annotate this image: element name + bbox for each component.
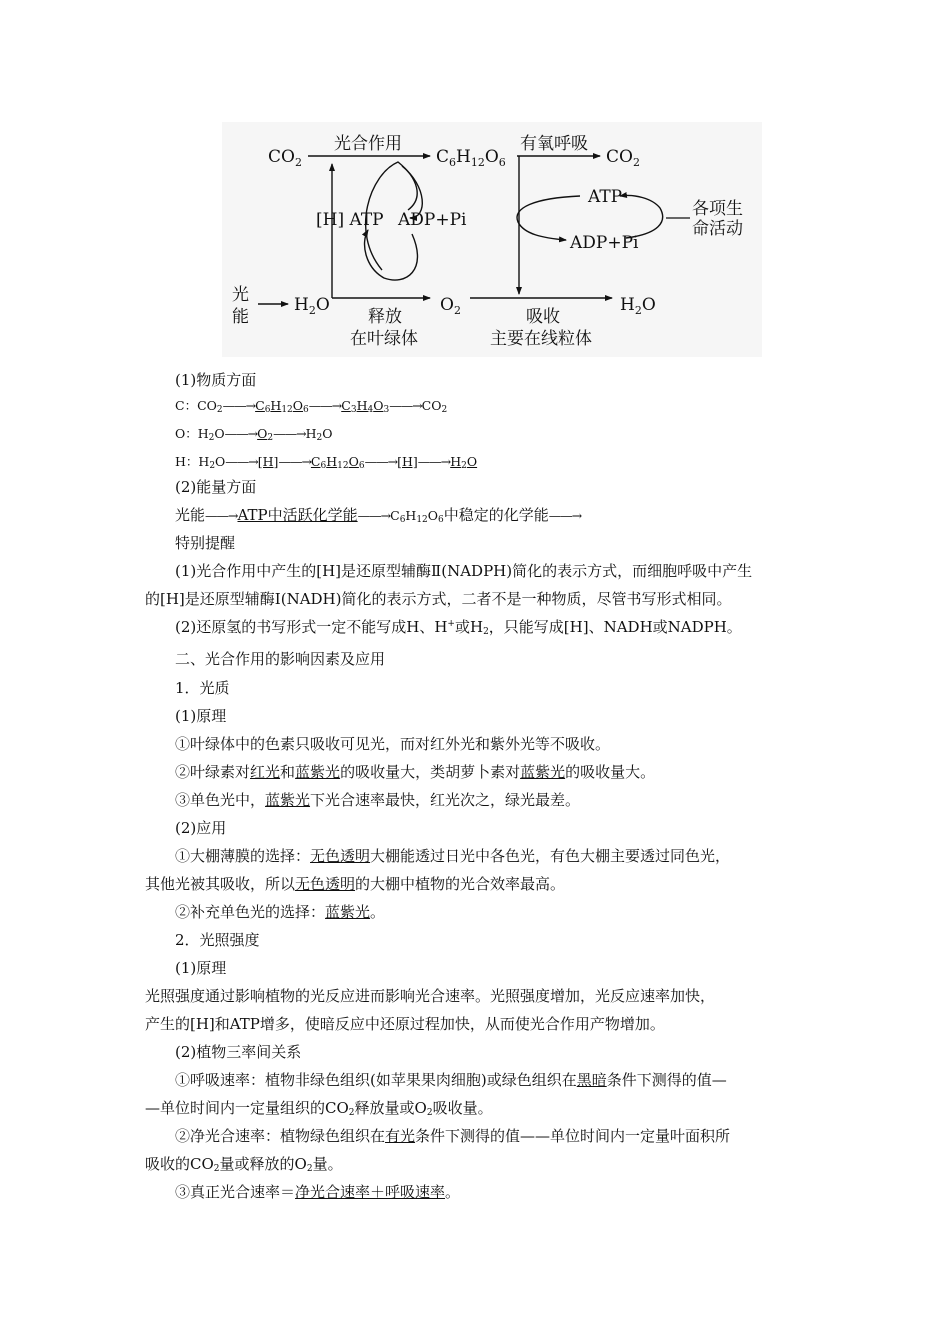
- principle-heading-2: (1)原理: [175, 959, 227, 977]
- light-intensity-principle-line-1: 光照强度通过影响植物的光反应进而影响光合速率。光照强度增加，光反应速率加快，: [145, 987, 716, 1005]
- label-in-mitochondria: 主要在线粒体: [490, 329, 592, 349]
- principle-1-item-3: ③单色光中，蓝紫光下光合速率最快，红光次之，绿光最差。: [175, 791, 581, 809]
- principle-heading-1: (1)原理: [175, 707, 227, 725]
- application-item-2: ②补充单色光的选择：蓝紫光。: [175, 903, 386, 921]
- hydrogen-pathway: H：$H_2O——\to[H]——\to C_6H_{12}O_6——\to[H]——\to H_2O$: [175, 454, 478, 471]
- reminder-2: (2)还原氢的书写形式一定不能写成H、H+或$H_2$，只能写成[H]、NADH或NADPH。: [175, 618, 742, 637]
- label-light-1: 光: [232, 285, 249, 305]
- reminder-1-line-2: 的[H]是还原型辅酶Ⅰ(NADH)简化的表示方式，二者不是一种物质，尽管书写形式相同。: [145, 590, 732, 608]
- photosynthesis-respiration-diagram: [222, 122, 762, 357]
- respiration-rate-line-2: —单位时间内一定量组织的$CO_2$释放量或$O_2$吸收量。: [145, 1099, 493, 1118]
- atp-cycle-right-arc: [620, 196, 663, 239]
- application-item-1-line-1: ①大棚薄膜的选择：无色透明大棚能透过日光中各色光，有色大棚主要透过同色光，: [175, 847, 731, 865]
- true-photosynthesis-rate: ③真正光合速率＝净光合速率＋呼吸速率。: [175, 1183, 461, 1201]
- application-item-1-line-2: 其他光被其吸收，所以无色透明的大棚中植物的光合效率最高。: [145, 875, 566, 893]
- label-h-atp: [H] ATP: [316, 210, 384, 230]
- label-adp-pi-right: ADP+Pi: [570, 233, 639, 253]
- section-material: (1)物质方面: [175, 371, 257, 389]
- label-atp-right: ATP: [588, 187, 623, 207]
- label-o2: $O_2$: [440, 295, 461, 317]
- label-h2o-right: $H_2O$: [620, 295, 656, 317]
- label-release: 释放: [368, 307, 402, 327]
- label-co2-right: $CO_2$: [606, 147, 640, 169]
- label-co2-left: $CO_2$: [268, 147, 302, 169]
- label-life-activity-2: 命活动: [692, 219, 743, 239]
- energy-pathway: 光能——→ATP中活跃化学能$——\to C_6H_{12}O_6$中稳定的化学能——→: [175, 506, 582, 525]
- three-rates-heading: (2)植物三率间关系: [175, 1043, 302, 1061]
- label-adp-pi-left: ADP+Pi: [398, 210, 467, 230]
- label-life-activity-1: 各项生: [692, 199, 743, 219]
- light-quality-heading: 1．光质: [175, 679, 230, 697]
- label-absorb: 吸收: [526, 307, 560, 327]
- net-photosynthesis-line-1: ②净光合速率：植物绿色组织在有光条件下测得的值——单位时间内一定量叶面积所: [175, 1127, 731, 1145]
- label-aerobic-respiration: 有氧呼吸: [520, 134, 588, 154]
- light-intensity-heading: 2．光照强度: [175, 931, 260, 949]
- label-in-chloroplast: 在叶绿体: [350, 329, 418, 349]
- label-h2o-left: $H_2O$: [294, 295, 330, 317]
- diagram-svg: [222, 122, 762, 357]
- principle-1-item-1: ①叶绿体中的色素只吸收可见光，而对红外光和紫外光等不吸收。: [175, 735, 611, 753]
- label-photosynthesis: 光合作用: [334, 134, 402, 154]
- carbon-pathway: C：$CO_2——\to C_6H_{12}O_6——\to C_3H_4O_3——\to CO_2$: [175, 398, 448, 415]
- label-light-2: 能: [232, 307, 249, 327]
- reminder-1-line-1: (1)光合作用中产生的[H]是还原型辅酶Ⅱ(NADPH)简化的表示方式，而细胞呼吸中产生: [175, 562, 753, 580]
- section-two-heading: 二、光合作用的影响因素及应用: [175, 650, 386, 668]
- principle-1-item-2: ②叶绿素对红光和蓝紫光的吸收量大，类胡萝卜素对蓝紫光的吸收量大。: [175, 763, 656, 781]
- respiration-rate-line-1: ①呼吸速率：植物非绿色组织(如苹果果肉细胞)或绿色组织在黑暗条件下测得的值—: [175, 1071, 727, 1089]
- oxygen-pathway: O：$H_2O——\to O_2——\to H_2O$: [175, 426, 333, 443]
- special-reminder-heading: 特别提醒: [175, 534, 236, 552]
- label-glucose: $C_6H_{12}O_6$: [436, 147, 506, 169]
- application-heading: (2)应用: [175, 819, 227, 837]
- light-intensity-principle-line-2: 产生的[H]和ATP增多，使暗反应中还原过程加快，从而使光合作用产物增加。: [145, 1015, 665, 1033]
- net-photosynthesis-line-2: 吸收的$CO_2$量或释放的$O_2$量。: [145, 1155, 343, 1174]
- section-energy: (2)能量方面: [175, 478, 257, 496]
